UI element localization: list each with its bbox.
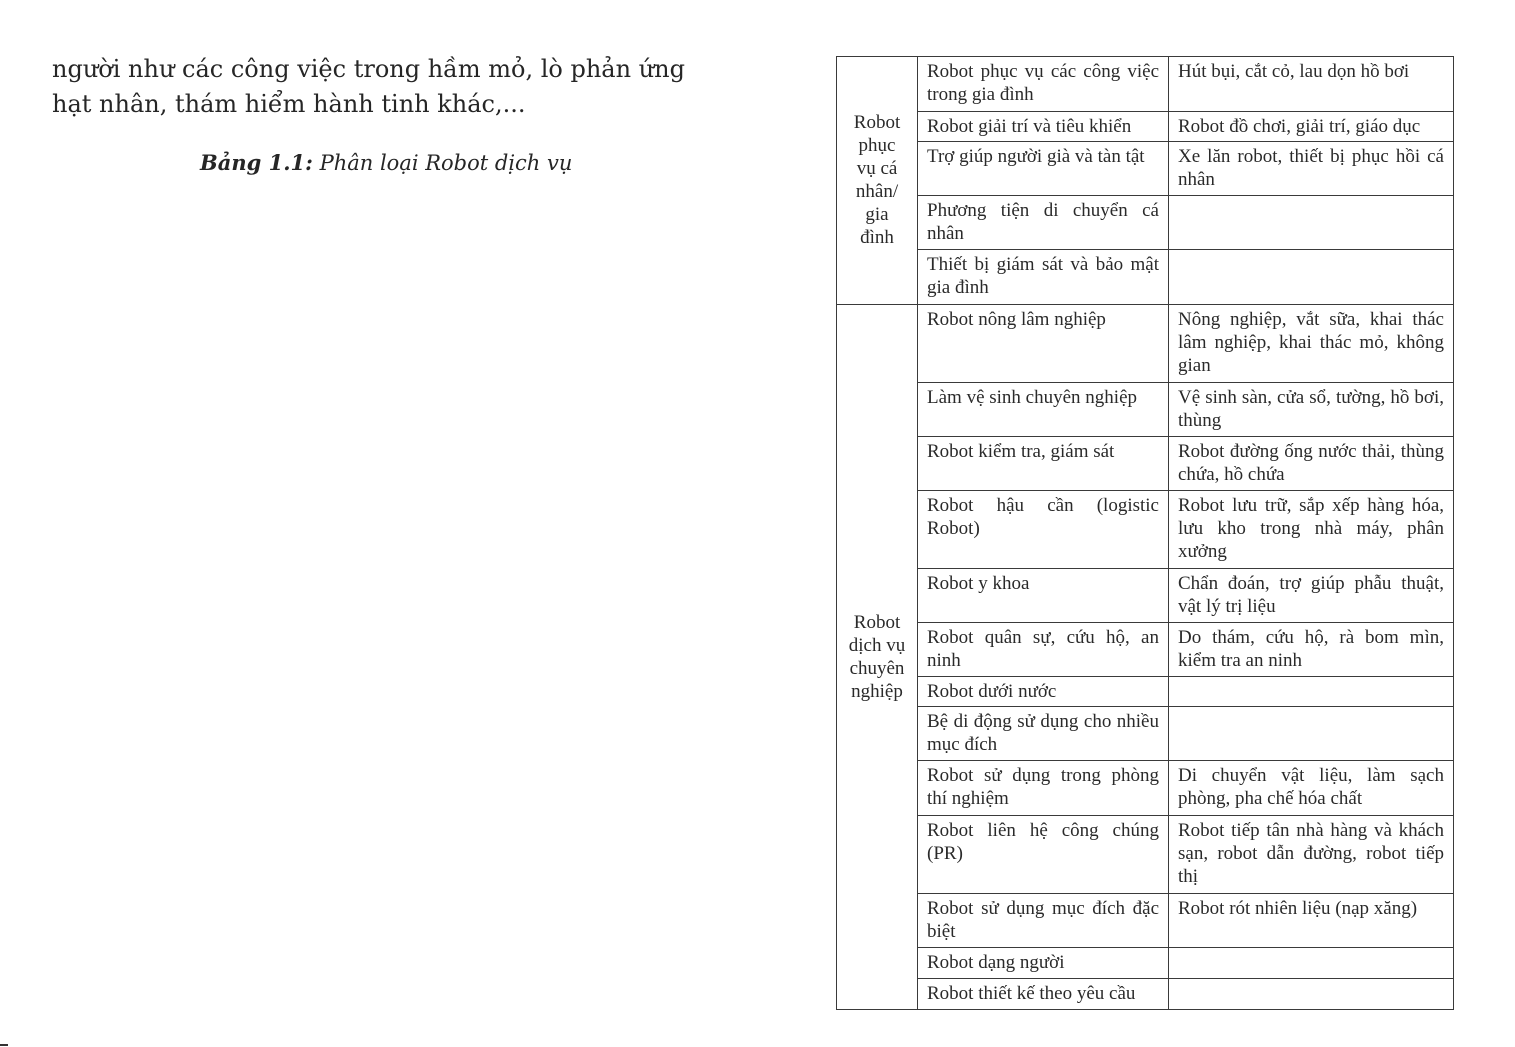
robot-examples-cell: Di chuyển vật liệu, làm sạch phòng, pha chế hóa chất	[1169, 761, 1454, 815]
robot-examples-cell	[1169, 250, 1454, 304]
robot-examples-cell: Robot đường ống nước thải, thùng chứa, hồ chứa	[1169, 436, 1454, 490]
table-row	[837, 707, 1454, 761]
robot-type-cell: Robot kiểm tra, giám sát	[918, 436, 1169, 490]
robot-type-cell: Phương tiện di chuyển cá nhân	[918, 196, 1169, 250]
table-row	[837, 947, 1454, 978]
table-caption-text: Phân loại Robot dịch vụ	[312, 151, 573, 175]
robot-type-cell: Robot liên hệ công chúng (PR)	[918, 815, 1169, 893]
robot-examples-cell	[1169, 947, 1454, 978]
paragraph-line: hạt nhân, thám hiểm hành tinh khác,...	[52, 90, 526, 118]
robot-examples-cell	[1169, 707, 1454, 761]
group-label-line: Robot	[853, 112, 901, 134]
robot-type-cell: Robot sử dụng trong phòng thí nghiệm	[918, 761, 1169, 815]
robot-examples-cell: Vệ sinh sàn, cửa sổ, tường, hồ bơi, thùng	[1169, 382, 1454, 436]
robot-type-cell: Làm vệ sinh chuyên nghiệp	[918, 382, 1169, 436]
table-caption	[200, 150, 572, 175]
table-row	[837, 569, 1454, 623]
table-row	[837, 893, 1454, 947]
robot-type-cell: Robot giải trí và tiêu khiển	[918, 112, 1169, 142]
table-row	[837, 677, 1454, 707]
robot-type-cell: Robot y khoa	[918, 569, 1169, 623]
robot-examples-cell	[1169, 196, 1454, 250]
robot-type-cell: Robot phục vụ các công việc trong gia đình	[918, 57, 1169, 112]
robot-examples-cell	[1169, 677, 1454, 707]
group-label-line: nhân/	[855, 181, 899, 203]
table-row	[837, 112, 1454, 142]
table-caption-label: Bảng 1.1:	[200, 150, 313, 175]
robot-examples-cell: Robot lưu trữ, sắp xếp hàng hóa, lưu kho trong nhà máy, phân xưởng	[1169, 490, 1454, 568]
robot-examples-cell	[1169, 978, 1454, 1009]
robot-type-cell: Robot hậu cần (logistic Robot)	[918, 490, 1169, 568]
robot-type-cell: Robot sử dụng mục đích đặc biệt	[918, 893, 1169, 947]
group-label-line: chuyên	[849, 657, 905, 679]
group-label-line: dịch vụ	[848, 634, 906, 656]
robot-examples-cell: Robot rót nhiên liệu (nạp xăng)	[1169, 893, 1454, 947]
paragraph-line: người như các công việc trong hầm mỏ, lò phản ứng	[52, 55, 685, 83]
group-label-line: vụ cá	[856, 158, 898, 180]
robot-type-cell: Trợ giúp người già và tàn tật	[918, 142, 1169, 196]
table-row	[837, 142, 1454, 196]
robot-type-cell: Bệ di động sử dụng cho nhiều mục đích	[918, 707, 1169, 761]
robot-examples-cell: Nông nghiệp, vắt sữa, khai thác lâm nghiệp, khai thác mỏ, không gian	[1169, 304, 1454, 382]
table-row	[837, 196, 1454, 250]
group-label-professional	[837, 304, 918, 1010]
group-label-line: đình	[860, 227, 894, 249]
table-row	[837, 623, 1454, 677]
group-label-personal	[837, 57, 918, 305]
robot-classification-table	[836, 56, 1454, 1010]
group-label-line: Robot	[853, 611, 901, 633]
table-row	[837, 304, 1454, 382]
table-row	[837, 761, 1454, 815]
robot-examples-cell: Xe lăn robot, thiết bị phục hồi cá nhân	[1169, 142, 1454, 196]
robot-type-cell: Thiết bị giám sát và bảo mật gia đình	[918, 250, 1169, 304]
table-row	[837, 978, 1454, 1009]
table-row	[837, 382, 1454, 436]
robot-type-cell: Robot dưới nước	[918, 677, 1169, 707]
group-label-line: nghiệp	[851, 680, 903, 702]
table-row	[837, 490, 1454, 568]
robot-type-cell: Robot dạng người	[918, 947, 1169, 978]
robot-examples-cell: Hút bụi, cắt cỏ, lau dọn hồ bơi	[1169, 57, 1454, 112]
page-edge-mark	[0, 1044, 8, 1046]
robot-examples-cell: Do thám, cứu hộ, rà bom mìn, kiểm tra an ninh	[1169, 623, 1454, 677]
body-paragraph	[52, 52, 712, 122]
group-label-line: phục	[858, 135, 896, 157]
robot-type-cell: Robot nông lâm nghiệp	[918, 304, 1169, 382]
table-row	[837, 250, 1454, 304]
robot-examples-cell: Chẩn đoán, trợ giúp phẫu thuật, vật lý trị liệu	[1169, 569, 1454, 623]
robot-examples-cell: Robot tiếp tân nhà hàng và khách sạn, robot dẫn đường, robot tiếp thị	[1169, 815, 1454, 893]
robot-type-cell: Robot thiết kế theo yêu cầu	[918, 978, 1169, 1009]
table-row	[837, 57, 1454, 112]
robot-type-cell: Robot quân sự, cứu hộ, an ninh	[918, 623, 1169, 677]
robot-examples-cell: Robot đồ chơi, giải trí, giáo dục	[1169, 112, 1454, 142]
table-row	[837, 436, 1454, 490]
group-label-line: gia	[865, 204, 889, 226]
table-row	[837, 815, 1454, 893]
